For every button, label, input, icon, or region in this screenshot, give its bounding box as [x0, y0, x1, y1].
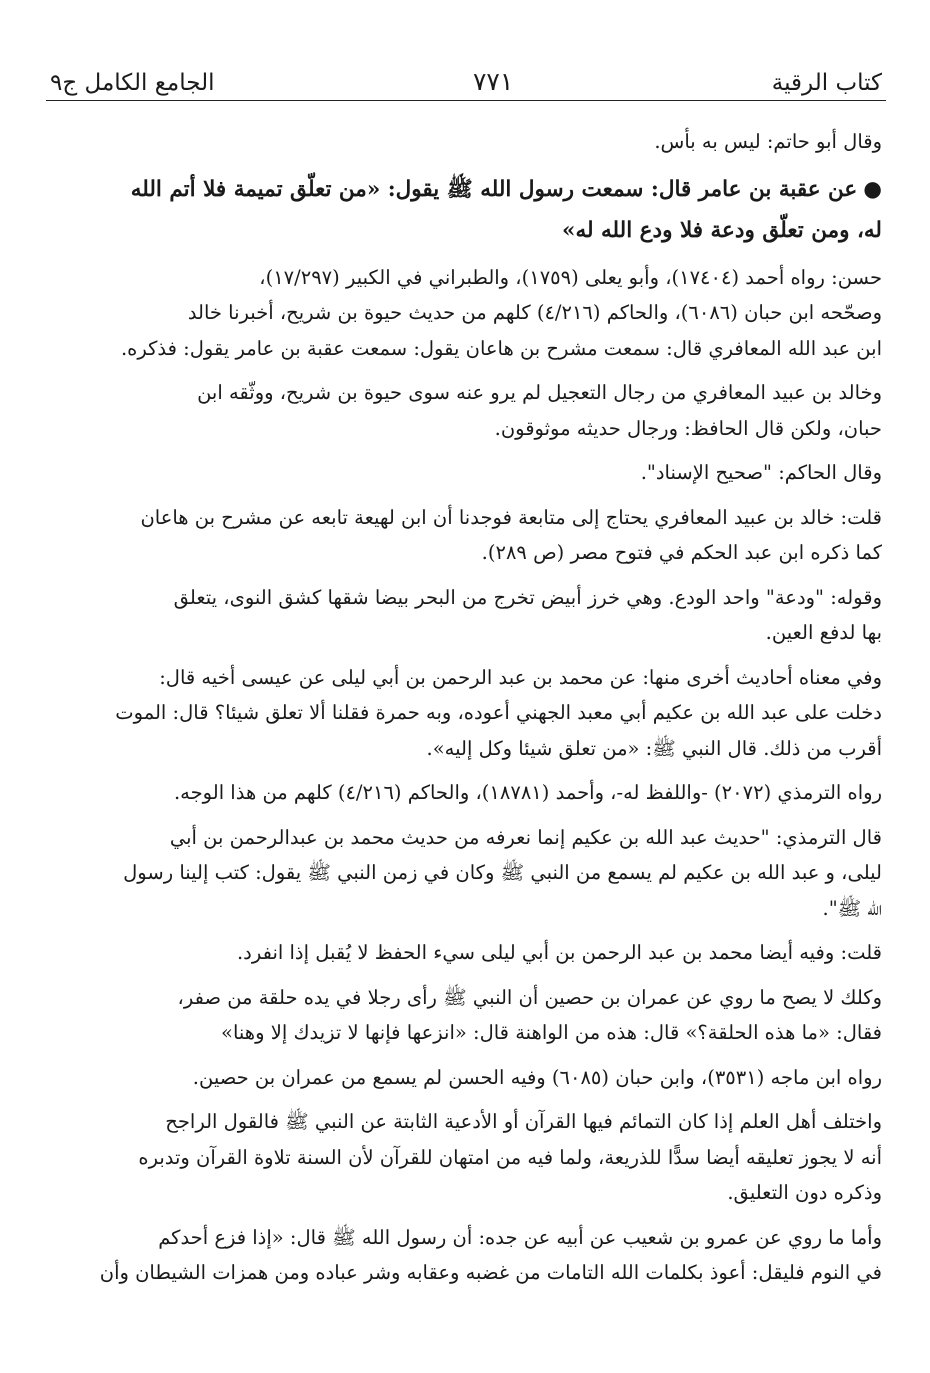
text-line: [46, 935, 882, 971]
text-line: [46, 1104, 882, 1140]
line-text: وذكره دون التعليق.: [727, 1181, 882, 1204]
line-text: قلت: وفيه أيضا محمد بن عبد الرحمن بن أبي ليلى سيء الحفظ لا يُقبل إذا انفرد.: [236, 941, 882, 964]
text-line: [46, 375, 882, 411]
line-text: قلت: خالد بن عبيد المعافري يحتاج إلى متابعة فوجدنا أن ابن لهيعة تابعه عن مشرح بن هاعان: [140, 505, 882, 529]
line-text: أقرب من ذلك. قال النبي ﷺ: «من تعلق شيئا وكل إليه».: [426, 736, 882, 760]
line-text: وأما ما روي عن عمرو بن شعيب عن أبيه عن جده: أن رسول الله ﷺ قال: «إذا فزع أحدكم: [158, 1225, 882, 1249]
line-text: أنه لا يجوز تعليقه أيضا سدًّا للذريعة، ولما فيه من امتهان للقرآن لأن السنة تلاوة القرآن وتدبره: [138, 1145, 882, 1169]
text-line: [46, 169, 882, 210]
header-divider: [46, 100, 886, 101]
chapter-title: كتاب الرقية: [771, 70, 882, 96]
line-text: واختلف أهل العلم إذا كان التمائم فيها القرآن أو الأدعية الثابتة عن النبي ﷺ فالقول الراجح: [165, 1110, 882, 1133]
line-text: رواه الترمذي (٢٠٧٢) -واللفظ له-، وأحمد (١٨٧٨١)، والحاكم (٤/٢١٦) كلهم من هذا الوجه.: [173, 781, 882, 804]
text-paragraph: [46, 375, 882, 446]
text-paragraph: [46, 500, 882, 571]
text-paragraph: [46, 820, 882, 927]
line-text: وقوله: "ودعة" واحد الودع. وهي خرز أبيض تخرج من البحر بيضا شقها كشق النوى، يتعلق: [173, 585, 882, 609]
text-line: [46, 295, 882, 331]
text-paragraph: [46, 260, 882, 367]
text-line: [46, 210, 882, 251]
text-line: [46, 980, 882, 1016]
line-text: في النوم فليقل: أعوذ بكلمات الله التامات من غضبه وعقابه وشر عباده ومن همزات الشيطان وأن: [99, 1261, 882, 1284]
text-line: [46, 535, 882, 571]
text-line: [46, 820, 882, 856]
text-paragraph: [46, 455, 882, 491]
line-text: ليلى، و عبد الله بن عكيم لم يسمع من النبي ﷺ وكان في زمن النبي ﷺ يقول: كتب إلينا رسول: [123, 861, 882, 884]
text-line: [46, 1060, 882, 1096]
text-line: [46, 855, 882, 891]
line-text: ابن عبد الله المعافري قال: سمعت مشرح بن هاعان يقول: سمعت عقبة بن عامر يقول: فذكره.: [120, 336, 882, 360]
line-text: رواه ابن ماجه (٣٥٣١)، وابن حبان (٦٠٨٥) وفيه الحسن لم يسمع من عمران بن حصين.: [192, 1065, 882, 1089]
line-text: وخالد بن عبيد المعافري من رجال التعجيل لم يرو عنه سوى حيوة بن شريح، ووثّقه ابن: [197, 381, 882, 404]
text-paragraph: [46, 775, 882, 811]
text-line: [46, 775, 882, 811]
text-paragraph: [46, 660, 882, 767]
page-number: ٧٧١: [473, 67, 514, 96]
text-line: [46, 660, 882, 696]
line-text: وفي معناه أحاديث أخرى منها: عن محمد بن عبد الرحمن بن أبي ليلى عن عيسى أخيه قال:: [159, 665, 882, 689]
text-paragraph: [46, 1104, 882, 1211]
text-line: [46, 580, 882, 616]
line-text: فقال: «ما هذه الحلقة؟» قال: هذه من الواهنة قال: «انزعها فإنها لا تزيدك إلا وهنا»: [221, 1021, 882, 1044]
line-text: وصحّحه ابن حبان (٦٠٨٦)، والحاكم (٤/٢١٦) كلهم من حديث حيوة بن شريح، أخبرنا خالد: [187, 301, 882, 324]
line-text: له، ومن تعلّق ودعة فلا ودع الله له»: [562, 217, 882, 243]
bullet-icon: ●: [863, 176, 882, 202]
text-line: [46, 695, 882, 731]
text-paragraph: [46, 124, 882, 160]
text-line: [46, 260, 882, 296]
text-line: [46, 411, 882, 447]
page-header: [50, 56, 882, 96]
text-line: [46, 331, 882, 367]
page-body: [46, 124, 882, 1343]
text-paragraph: [46, 580, 882, 651]
text-line: [46, 891, 882, 927]
book-title: الجامع الكامل ج٩: [50, 70, 215, 96]
text-line: [46, 731, 882, 767]
text-line: [46, 1220, 882, 1256]
line-text: حبان، ولكن قال الحافظ: ورجال حديثه موثوقون.: [494, 416, 882, 440]
text-line: [46, 455, 882, 491]
line-text: وكلك لا يصح ما روي عن عمران بن حصين أن النبي ﷺ رأى رجلا في يده حلقة من صفر،: [177, 985, 882, 1009]
text-line: [46, 124, 882, 160]
line-text: قال الترمذي: "حديث عبد الله بن عكيم إنما نعرفه من حديث محمد بن عبدالرحمن بن أبي: [169, 825, 882, 849]
text-line: [46, 500, 882, 536]
line-text: الله ﷺ".: [822, 896, 882, 920]
text-line: [46, 615, 882, 651]
text-line: [46, 1175, 882, 1211]
line-text: بها لدفع العين.: [765, 621, 882, 644]
line-text: وقال الحاكم: "صحيح الإسناد".: [640, 461, 882, 484]
line-text: وقال أبو حاتم: ليس به بأس.: [654, 130, 882, 153]
text-paragraph: [46, 1060, 882, 1096]
text-paragraph: [46, 980, 882, 1051]
text-line: [46, 1015, 882, 1051]
text-paragraph: [46, 1220, 882, 1291]
hadith-paragraph: [46, 169, 882, 251]
line-text: حسن: رواه أحمد (١٧٤٠٤)، وأبو يعلى (١٧٥٩)، والطبراني في الكبير (١٧/٢٩٧)،: [259, 265, 882, 289]
line-text: عن عقبة بن عامر قال: سمعت رسول الله ﷺ يقول: «من تعلّق تميمة فلا أتم الله: [130, 176, 858, 202]
line-text: دخلت على عبد الله بن عكيم أبي معبد الجهني أعوده، وبه حمرة فقلنا ألا تعلق شيئا؟ قال: الموت: [115, 701, 882, 724]
text-line: [46, 1255, 882, 1291]
text-paragraph: [46, 935, 882, 971]
text-line: [46, 1140, 882, 1176]
line-text: كما ذكره ابن عبد الحكم في فتوح مصر (ص ٢٨٩).: [481, 541, 882, 564]
